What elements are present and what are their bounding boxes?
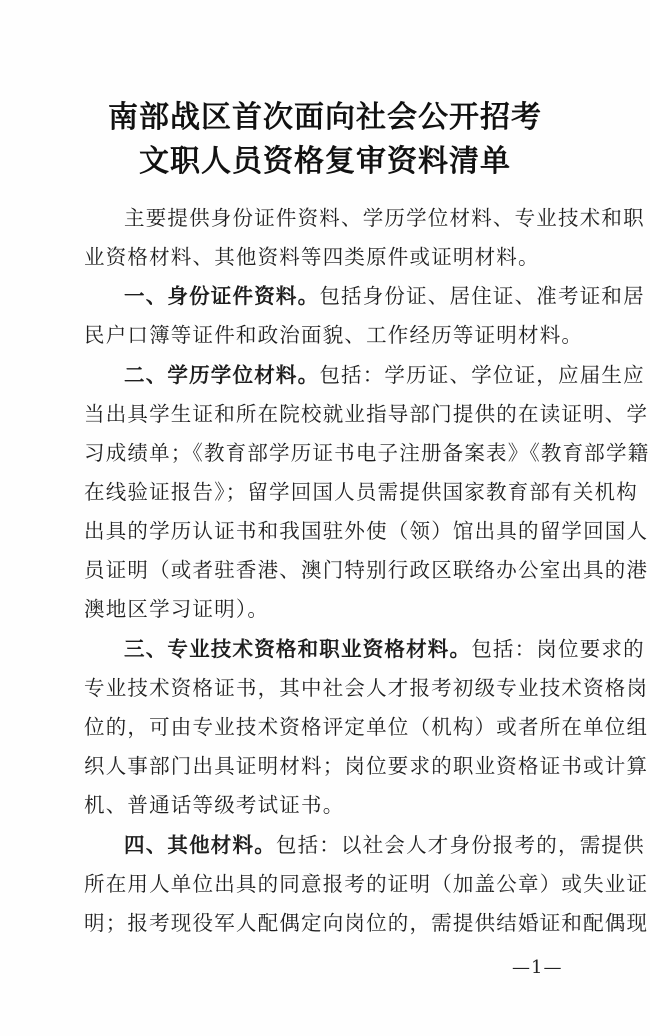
section-2-line-3: 习成绩单；《教育部学历证书电子注册备案表》《教育部学籍: [84, 441, 650, 465]
section-1-line-2: 民户口簿等证件和政治面貌、工作经历等证明材料。: [84, 323, 584, 347]
document-title-line-2: 文职人员资格复审资料清单: [139, 144, 511, 179]
section-4-line-2: 所在用人单位出具的同意报考的证明（加盖公章）或失业证: [84, 872, 649, 896]
section-3-heading: 三、专业技术资格和职业资格材料。: [124, 637, 472, 661]
document-title-line-1: 南部战区首次面向社会公开招考: [108, 100, 542, 135]
section-3-line-2: 专业技术资格证书，其中社会人才报考初级专业技术资格岗: [84, 676, 649, 700]
section-2-text: 包括：学历证、学位证，应届生应: [319, 363, 645, 387]
section-2-line-5: 出具的学历认证书和我国驻外使（领）馆出具的留学回国人: [84, 519, 649, 543]
section-1-heading: 一、身份证件资料。: [124, 284, 320, 308]
section-3-line-4: 织人事部门出具证明材料；岗位要求的职业资格证书或计算: [84, 754, 649, 778]
section-3-line-1: [124, 636, 645, 662]
intro-line-1: 主要提供身份证件资料、学历学位材料、专业技术和职: [124, 206, 645, 230]
intro-line-2: 业资格材料、其他资料等四类原件或证明材料。: [84, 245, 540, 269]
page-number: —1—: [512, 957, 563, 978]
section-3-text: 包括：岗位要求的: [471, 637, 645, 661]
section-1-line-1: [124, 283, 645, 309]
section-2-line-6: 员证明（或者驻香港、澳门特别行政区联络办公室出具的港: [84, 558, 649, 582]
section-3-line-3: 位的，可由专业技术资格评定单位（机构）或者所在单位组: [84, 715, 649, 739]
section-2-heading: 二、学历学位材料。: [124, 363, 320, 387]
section-2-line-7: 澳地区学习证明）。: [84, 597, 270, 621]
section-4-text: 包括：以社会人才身份报考的，需提供: [275, 833, 645, 857]
section-4-line-3: 明；报考现役军人配偶定向岗位的，需提供结婚证和配偶现: [84, 911, 649, 935]
section-2-line-4: 在线验证报告》；留学回国人员需提供国家教育部有关机构: [84, 480, 638, 504]
section-4-line-1: [124, 832, 645, 858]
section-2-line-2: 当出具学生证和所在院校就业指导部门提供的在读证明、学: [84, 402, 649, 426]
section-4-heading: 四、其他材料。: [124, 833, 276, 857]
section-3-line-5: 机、普通话等级考试证书。: [84, 793, 345, 817]
section-1-text: 包括身份证、居住证、准考证和居: [319, 284, 645, 308]
section-2-line-1: [124, 362, 645, 388]
